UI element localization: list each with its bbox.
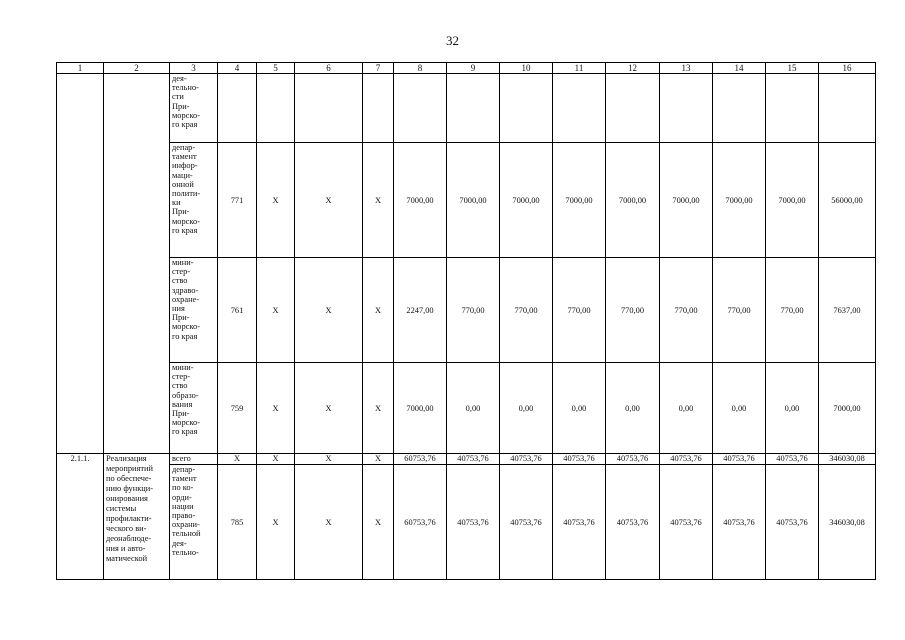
- grbs-code-cell: 759: [218, 363, 257, 454]
- column-number: 12: [606, 63, 660, 74]
- year-value-cell: 0,00: [660, 363, 713, 454]
- total-value-cell: 7637,00: [819, 258, 876, 363]
- rzpr-cell: X: [257, 454, 295, 465]
- responsible-executor-cell: мини- стер- ство здраво- охране- ния При- морско- го края: [170, 258, 218, 363]
- table-row: [57, 363, 876, 454]
- column-number: 5: [257, 63, 295, 74]
- year-value-cell: 40753,76: [766, 465, 819, 580]
- year-value-cell: 40753,76: [553, 465, 606, 580]
- total-value-cell: 346030,08: [819, 454, 876, 465]
- year-value-cell: 7000,00: [500, 143, 553, 258]
- year-value-cell: 40753,76: [500, 465, 553, 580]
- year-value-cell: 40753,76: [553, 454, 606, 465]
- grbs-code-cell: X: [218, 454, 257, 465]
- year-value-cell: 40753,76: [660, 454, 713, 465]
- year-value-cell: 770,00: [606, 258, 660, 363]
- column-number: 4: [218, 63, 257, 74]
- budget-table: [56, 62, 876, 580]
- year-value-cell: [553, 74, 606, 143]
- csr-cell: X: [295, 465, 363, 580]
- year-value-cell: [394, 74, 447, 143]
- column-number: 13: [660, 63, 713, 74]
- year-value-cell: [766, 74, 819, 143]
- year-value-cell: [500, 74, 553, 143]
- year-value-cell: 7000,00: [553, 143, 606, 258]
- column-number: 16: [819, 63, 876, 74]
- year-value-cell: 7000,00: [713, 143, 766, 258]
- total-value-cell: 7000,00: [819, 363, 876, 454]
- column-number: 1: [57, 63, 104, 74]
- year-value-cell: 770,00: [660, 258, 713, 363]
- year-value-cell: 7000,00: [606, 143, 660, 258]
- vr-cell: X: [363, 363, 394, 454]
- rzpr-cell: X: [257, 363, 295, 454]
- year-value-cell: 770,00: [766, 258, 819, 363]
- responsible-executor-cell: депар- тамент по ко- орди- нации право- охрани- тельной дея- тельно-: [170, 465, 218, 580]
- csr-cell: X: [295, 454, 363, 465]
- vr-cell: X: [363, 143, 394, 258]
- year-value-cell: [606, 74, 660, 143]
- year-value-cell: 770,00: [447, 258, 500, 363]
- column-number: 10: [500, 63, 553, 74]
- column-number: 15: [766, 63, 819, 74]
- vr-cell: X: [363, 465, 394, 580]
- table-row: [57, 454, 876, 465]
- rzpr-cell: [257, 74, 295, 143]
- grbs-code-cell: 761: [218, 258, 257, 363]
- year-value-cell: 40753,76: [766, 454, 819, 465]
- column-number: 14: [713, 63, 766, 74]
- year-value-cell: 7000,00: [660, 143, 713, 258]
- year-value-cell: 40753,76: [606, 454, 660, 465]
- year-value-cell: 7000,00: [394, 143, 447, 258]
- year-value-cell: 7000,00: [766, 143, 819, 258]
- column-number: 3: [170, 63, 218, 74]
- year-value-cell: 40753,76: [606, 465, 660, 580]
- table-row: [57, 74, 876, 143]
- responsible-executor-cell: всего: [170, 454, 218, 465]
- rzpr-cell: X: [257, 143, 295, 258]
- total-value-cell: 346030,08: [819, 465, 876, 580]
- vr-cell: X: [363, 258, 394, 363]
- year-value-cell: 40753,76: [660, 465, 713, 580]
- column-number: 11: [553, 63, 606, 74]
- year-value-cell: 770,00: [553, 258, 606, 363]
- responsible-executor-cell: дея- тельно- сти При- морско- го края: [170, 74, 218, 143]
- year-value-cell: 60753,76: [394, 465, 447, 580]
- year-value-cell: 770,00: [500, 258, 553, 363]
- year-value-cell: 0,00: [553, 363, 606, 454]
- column-number: 2: [104, 63, 170, 74]
- column-number: 9: [447, 63, 500, 74]
- grbs-code-cell: 785: [218, 465, 257, 580]
- csr-cell: X: [295, 363, 363, 454]
- grbs-code-cell: 771: [218, 143, 257, 258]
- measure-name-cell: Реализация мероприятий по обеспече- нию функци- онирования системы профилакти- ческого ви- деонаблюде- ния и авто- матической: [104, 454, 170, 580]
- year-value-cell: [713, 74, 766, 143]
- measure-code-cell: 2.1.1.: [57, 454, 104, 580]
- column-number: 6: [295, 63, 363, 74]
- year-value-cell: 0,00: [606, 363, 660, 454]
- year-value-cell: 770,00: [713, 258, 766, 363]
- measure-code-cell: [57, 74, 104, 454]
- year-value-cell: 0,00: [766, 363, 819, 454]
- total-value-cell: [819, 74, 876, 143]
- year-value-cell: 0,00: [500, 363, 553, 454]
- rzpr-cell: X: [257, 258, 295, 363]
- column-number-row: [57, 63, 876, 74]
- responsible-executor-cell: депар- тамент инфор- маци- онной полити- ки При- морско- го края: [170, 143, 218, 258]
- measure-name-cell: [104, 74, 170, 454]
- vr-cell: [363, 74, 394, 143]
- table-row: [57, 258, 876, 363]
- table-row: [57, 143, 876, 258]
- responsible-executor-cell: мини- стер- ство образо- вания При- морско- го края: [170, 363, 218, 454]
- year-value-cell: 0,00: [447, 363, 500, 454]
- column-number: 7: [363, 63, 394, 74]
- year-value-cell: 60753,76: [394, 454, 447, 465]
- total-value-cell: 56000,00: [819, 143, 876, 258]
- table-row: [57, 465, 876, 580]
- vr-cell: X: [363, 454, 394, 465]
- year-value-cell: 40753,76: [500, 454, 553, 465]
- year-value-cell: 7000,00: [394, 363, 447, 454]
- grbs-code-cell: [218, 74, 257, 143]
- year-value-cell: 40753,76: [447, 454, 500, 465]
- csr-cell: [295, 74, 363, 143]
- rzpr-cell: X: [257, 465, 295, 580]
- year-value-cell: 40753,76: [447, 465, 500, 580]
- csr-cell: X: [295, 143, 363, 258]
- year-value-cell: [447, 74, 500, 143]
- year-value-cell: 2247,00: [394, 258, 447, 363]
- csr-cell: X: [295, 258, 363, 363]
- year-value-cell: [660, 74, 713, 143]
- column-number: 8: [394, 63, 447, 74]
- year-value-cell: 0,00: [713, 363, 766, 454]
- year-value-cell: 40753,76: [713, 454, 766, 465]
- year-value-cell: 7000,00: [447, 143, 500, 258]
- page-number: 32: [446, 33, 459, 48]
- year-value-cell: 40753,76: [713, 465, 766, 580]
